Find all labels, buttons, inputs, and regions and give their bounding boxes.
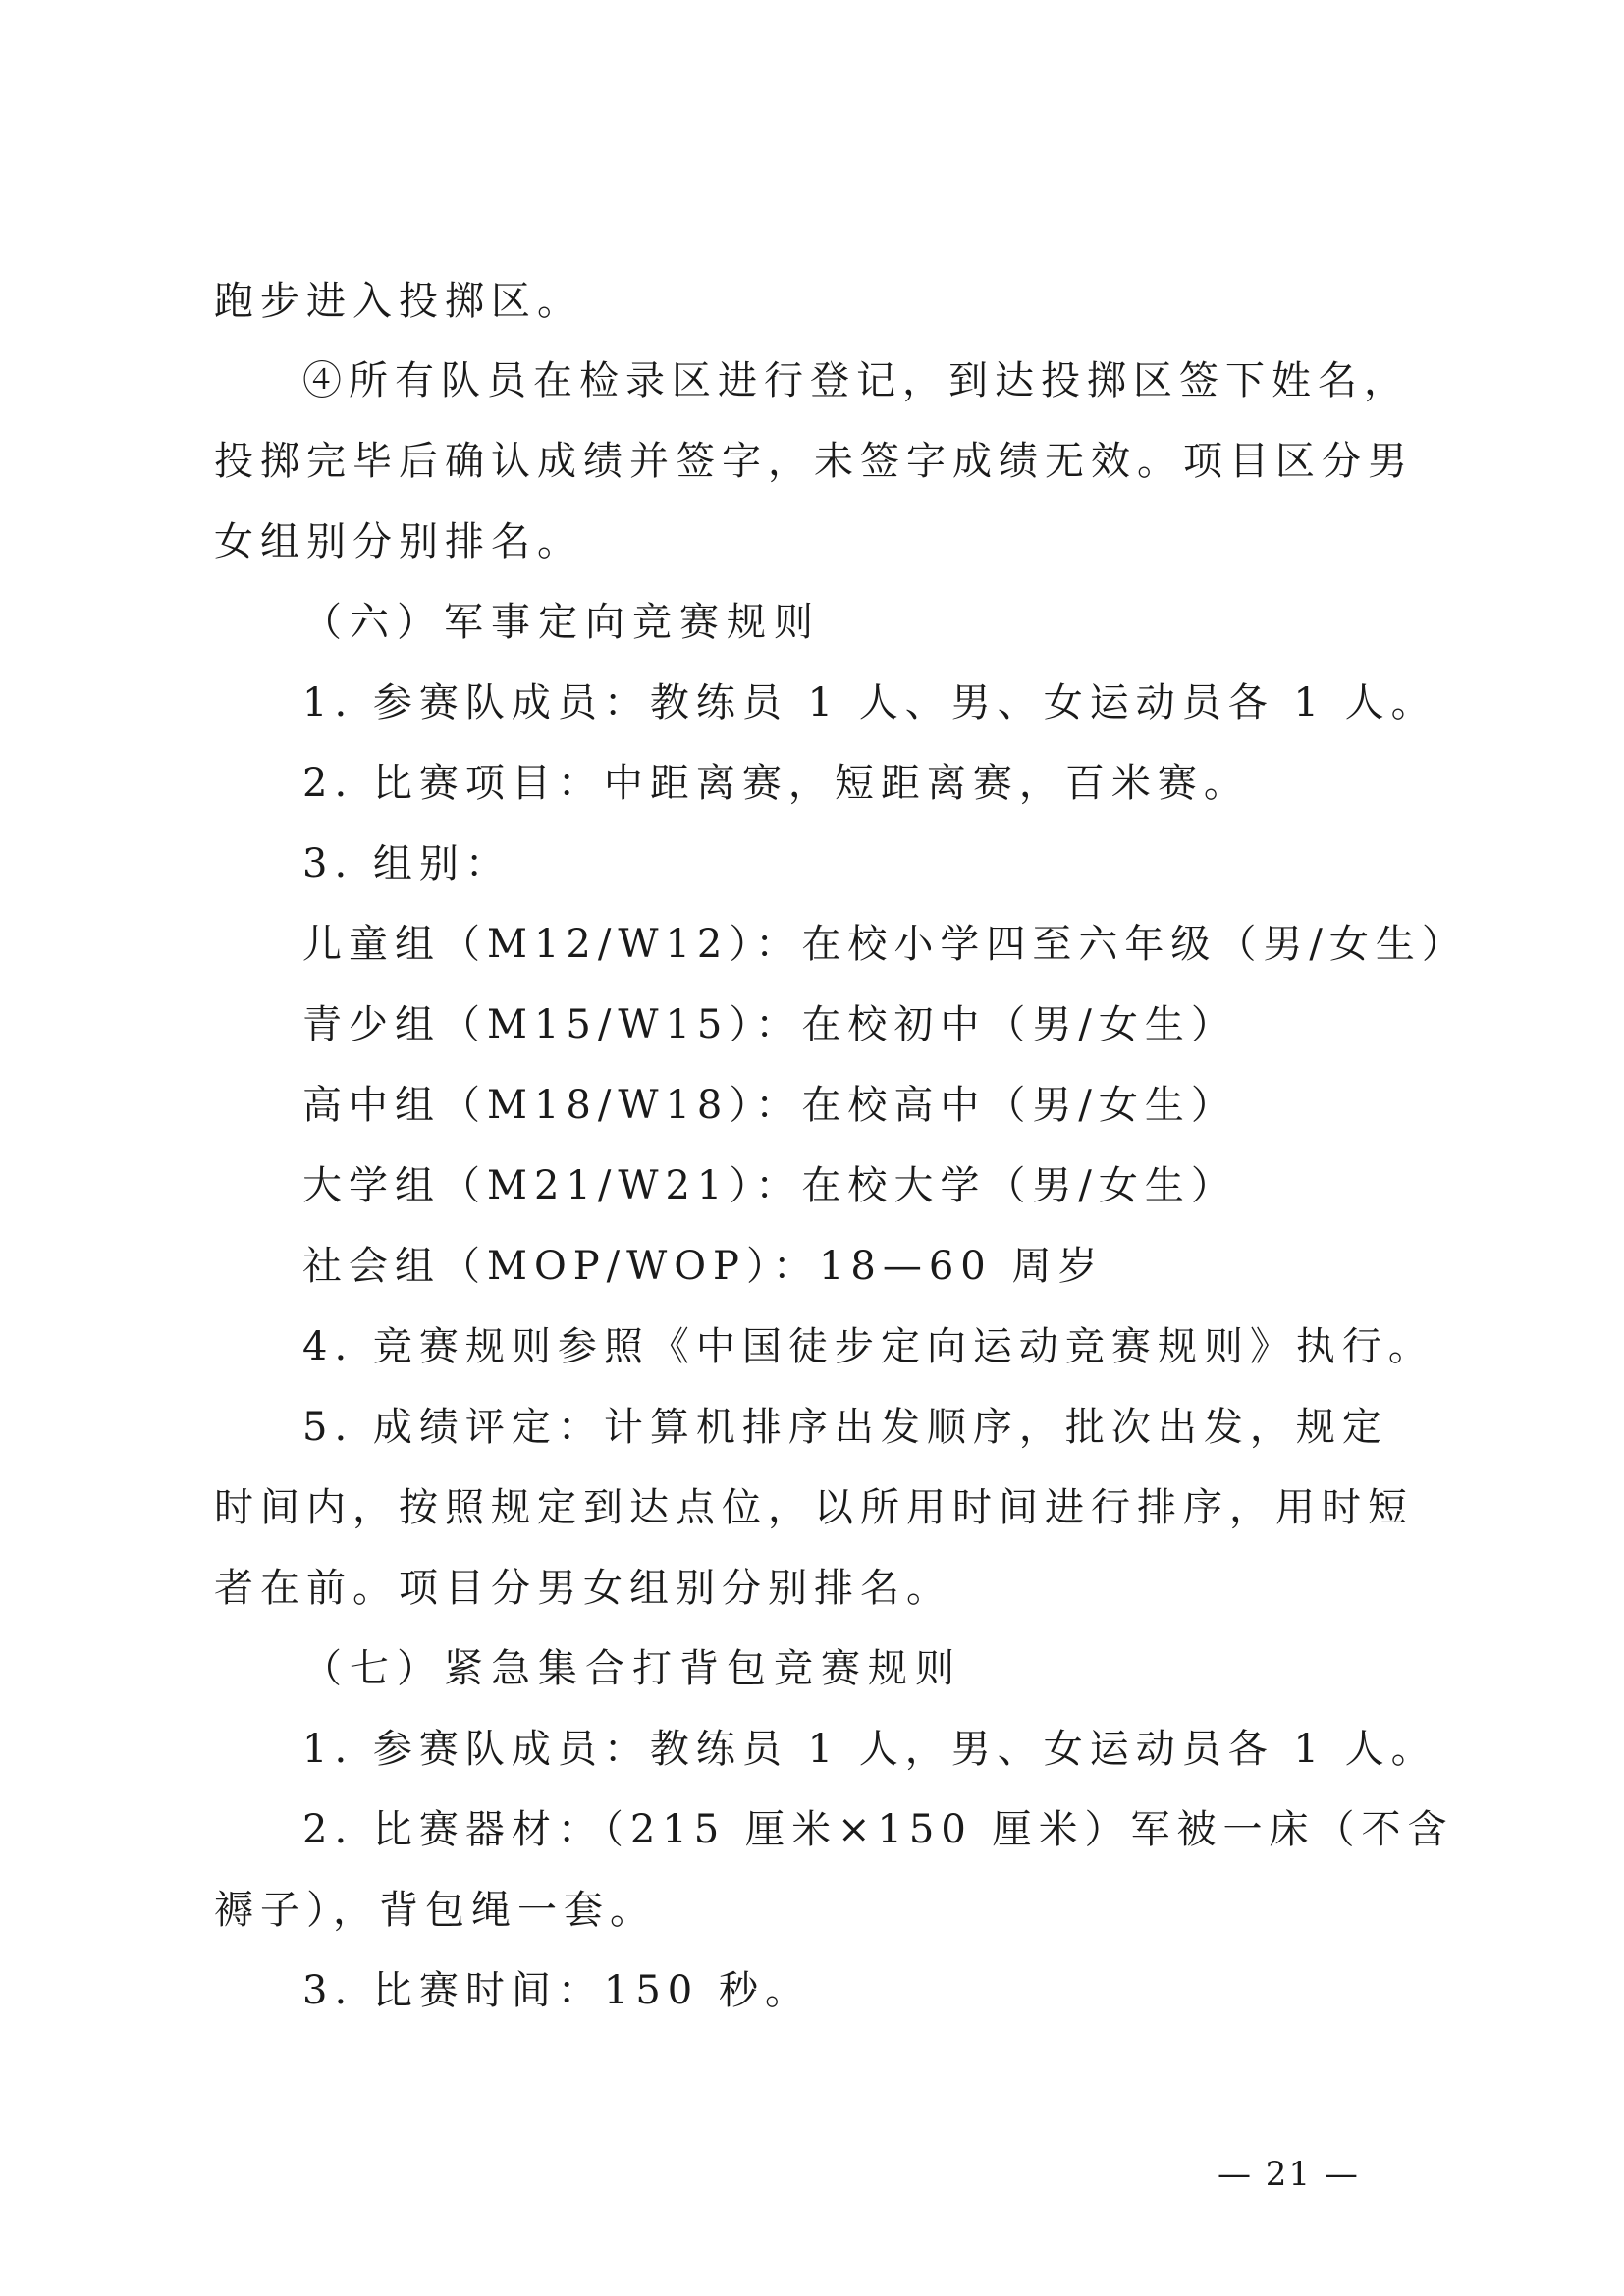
text-line: ④所有队员在检录区进行登记，到达投掷区签下姓名， <box>302 358 1410 403</box>
text-line: 2. 比赛器材：（215 厘米×150 厘米）军被一床（不含 <box>302 1807 1454 1852</box>
text-line: 大学组（M21/W21）：在校大学（男/女生） <box>302 1163 1237 1208</box>
text-line: 1. 参赛队成员：教练员 1 人，男、女运动员各 1 人。 <box>302 1727 1437 1772</box>
text-line: 3. 组别： <box>302 841 512 886</box>
text-line: 投掷完毕后确认成绩并签字，未签字成绩无效。项目区分男 <box>214 439 1414 484</box>
text-line: 跑步进入投掷区。 <box>214 279 583 324</box>
text-line: 2. 比赛项目：中距离赛，短距离赛，百米赛。 <box>302 761 1250 806</box>
text-line: 女组别分别排名。 <box>214 519 583 564</box>
text-line: 3. 比赛时间：150 秒。 <box>302 1968 811 2013</box>
text-line: 者在前。项目分男女组别分别排名。 <box>214 1566 952 1611</box>
text-line: 儿童组（M12/W12）：在校小学四至六年级（男/女生） <box>302 922 1468 967</box>
section-heading: （六）军事定向竞赛规则 <box>302 600 821 645</box>
text-line: 4. 竞赛规则参照《中国徒步定向运动竞赛规则》执行。 <box>302 1324 1435 1369</box>
text-line: 5. 成绩评定：计算机排序出发顺序，批次出发，规定 <box>302 1405 1388 1450</box>
section-heading: （七）紧急集合打背包竞赛规则 <box>302 1646 962 1691</box>
text-line: 褥子），背包绳一套。 <box>214 1888 656 1933</box>
text-line: 1. 参赛队成员：教练员 1 人、男、女运动员各 1 人。 <box>302 680 1437 725</box>
page-number: — 21 — <box>1218 2155 1360 2194</box>
text-line: 青少组（M15/W15）：在校初中（男/女生） <box>302 1002 1237 1047</box>
text-line: 社会组（MOP/WOP）：18—60 周岁 <box>302 1244 1105 1289</box>
text-line: 高中组（M18/W18）：在校高中（男/女生） <box>302 1083 1237 1128</box>
text-line: 时间内，按照规定到达点位，以所用时间进行排序，用时短 <box>214 1485 1414 1530</box>
